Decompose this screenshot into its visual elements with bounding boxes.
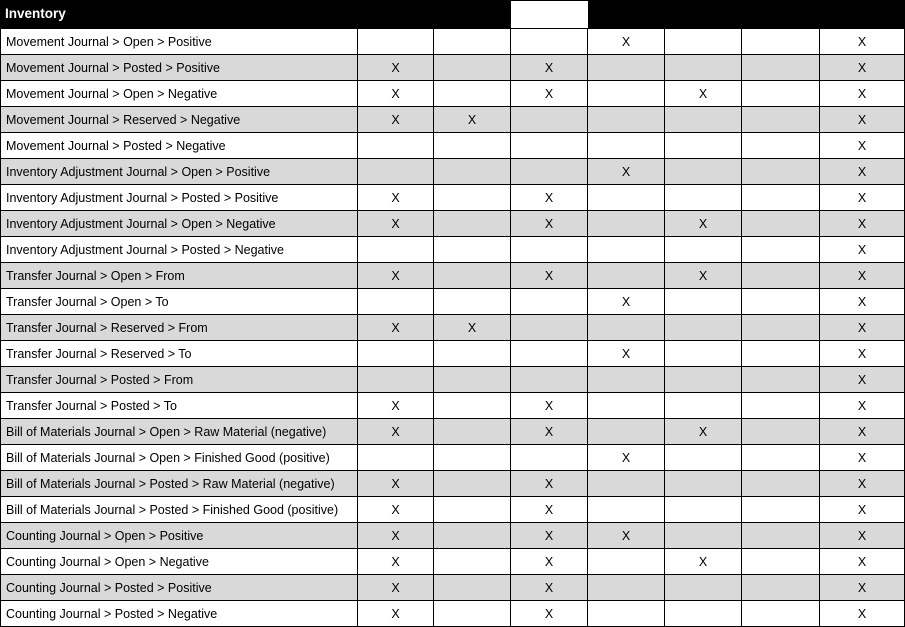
matrix-cell	[434, 159, 511, 185]
table-row	[1, 237, 905, 263]
matrix-cell	[742, 289, 820, 315]
page-title: Inventory	[1, 1, 358, 29]
matrix-cell	[665, 445, 742, 471]
matrix-cell	[742, 185, 820, 211]
matrix-cell: X	[665, 81, 742, 107]
matrix-cell: X	[511, 549, 588, 575]
matrix-cell	[434, 289, 511, 315]
matrix-cell	[665, 341, 742, 367]
matrix-cell	[511, 237, 588, 263]
row-label: Movement Journal > Open > Positive	[1, 29, 358, 55]
matrix-cell: X	[820, 315, 905, 341]
matrix-cell: X	[588, 29, 665, 55]
matrix-cell	[665, 315, 742, 341]
table-row	[1, 445, 905, 471]
table-row	[1, 29, 905, 55]
matrix-cell	[434, 445, 511, 471]
matrix-cell	[511, 29, 588, 55]
row-label: Movement Journal > Posted > Negative	[1, 133, 358, 159]
matrix-cell: X	[820, 367, 905, 393]
matrix-cell	[434, 211, 511, 237]
table-row	[1, 341, 905, 367]
matrix-cell: X	[358, 497, 434, 523]
table-row	[1, 497, 905, 523]
matrix-cell	[358, 29, 434, 55]
matrix-cell	[358, 289, 434, 315]
matrix-cell	[434, 133, 511, 159]
matrix-cell	[665, 133, 742, 159]
matrix-cell: X	[820, 601, 905, 627]
matrix-cell: X	[434, 107, 511, 133]
matrix-cell	[742, 367, 820, 393]
matrix-cell	[434, 393, 511, 419]
matrix-cell: X	[511, 211, 588, 237]
matrix-cell: X	[820, 341, 905, 367]
row-label: Movement Journal > Reserved > Negative	[1, 107, 358, 133]
matrix-cell: X	[820, 237, 905, 263]
matrix-cell: X	[820, 549, 905, 575]
row-label: Counting Journal > Open > Positive	[1, 523, 358, 549]
matrix-cell: X	[588, 341, 665, 367]
matrix-cell	[511, 133, 588, 159]
matrix-cell: X	[820, 497, 905, 523]
matrix-cell	[742, 107, 820, 133]
matrix-cell: X	[511, 393, 588, 419]
matrix-cell	[588, 393, 665, 419]
matrix-cell	[434, 185, 511, 211]
matrix-cell	[742, 549, 820, 575]
matrix-cell	[742, 159, 820, 185]
matrix-cell	[358, 367, 434, 393]
matrix-cell: X	[665, 549, 742, 575]
matrix-cell	[588, 107, 665, 133]
matrix-cell: X	[511, 575, 588, 601]
matrix-cell: X	[820, 55, 905, 81]
matrix-cell	[511, 315, 588, 341]
title-spacer-6	[820, 1, 905, 29]
table-row	[1, 289, 905, 315]
matrix-cell: X	[511, 523, 588, 549]
table-row	[1, 133, 905, 159]
table-row	[1, 263, 905, 289]
table-row	[1, 419, 905, 445]
matrix-cell	[588, 601, 665, 627]
matrix-cell	[665, 55, 742, 81]
title-spacer-4	[665, 1, 742, 29]
matrix-cell	[588, 263, 665, 289]
matrix-cell	[434, 29, 511, 55]
matrix-cell: X	[820, 523, 905, 549]
matrix-cell: X	[588, 289, 665, 315]
row-label: Counting Journal > Open > Negative	[1, 549, 358, 575]
matrix-cell: X	[820, 471, 905, 497]
matrix-cell: X	[588, 445, 665, 471]
matrix-cell	[511, 367, 588, 393]
table-row	[1, 315, 905, 341]
matrix-cell: X	[588, 523, 665, 549]
matrix-cell	[358, 237, 434, 263]
row-label: Movement Journal > Open > Negative	[1, 81, 358, 107]
matrix-cell: X	[820, 393, 905, 419]
matrix-cell	[511, 289, 588, 315]
table-row	[1, 107, 905, 133]
matrix-cell: X	[358, 315, 434, 341]
matrix-cell: X	[358, 185, 434, 211]
matrix-cell	[665, 601, 742, 627]
matrix-cell	[511, 159, 588, 185]
row-label: Inventory Adjustment Journal > Open > Positive	[1, 159, 358, 185]
matrix-cell: X	[511, 55, 588, 81]
matrix-cell: X	[358, 211, 434, 237]
table-row	[1, 523, 905, 549]
matrix-cell	[742, 263, 820, 289]
table-row	[1, 367, 905, 393]
table-row	[1, 159, 905, 185]
matrix-cell	[588, 549, 665, 575]
matrix-cell	[434, 263, 511, 289]
title-spacer-3	[588, 1, 665, 29]
matrix-cell	[511, 107, 588, 133]
matrix-cell: X	[820, 263, 905, 289]
matrix-cell	[358, 341, 434, 367]
row-label: Counting Journal > Posted > Negative	[1, 601, 358, 627]
matrix-cell: X	[358, 471, 434, 497]
matrix-cell: X	[511, 185, 588, 211]
table-row	[1, 81, 905, 107]
matrix-cell: X	[358, 575, 434, 601]
row-label: Inventory Adjustment Journal > Posted > Negative	[1, 237, 358, 263]
matrix-cell: X	[820, 29, 905, 55]
matrix-cell: X	[511, 497, 588, 523]
matrix-cell	[742, 445, 820, 471]
matrix-cell: X	[358, 419, 434, 445]
matrix-cell	[665, 159, 742, 185]
matrix-cell: X	[358, 549, 434, 575]
matrix-cell	[665, 29, 742, 55]
row-label: Movement Journal > Posted > Positive	[1, 55, 358, 81]
matrix-cell	[665, 367, 742, 393]
matrix-cell	[742, 29, 820, 55]
title-spacer-1	[358, 1, 434, 29]
matrix-cell: X	[511, 419, 588, 445]
matrix-cell	[434, 81, 511, 107]
matrix-cell	[434, 237, 511, 263]
title-spacer-2	[434, 1, 511, 29]
matrix-cell	[742, 523, 820, 549]
matrix-cell	[358, 445, 434, 471]
matrix-cell: X	[358, 523, 434, 549]
row-label: Inventory Adjustment Journal > Posted > Positive	[1, 185, 358, 211]
matrix-cell: X	[820, 211, 905, 237]
matrix-cell: X	[358, 55, 434, 81]
matrix-cell	[434, 549, 511, 575]
matrix-cell	[665, 471, 742, 497]
table-row	[1, 471, 905, 497]
row-label: Transfer Journal > Posted > From	[1, 367, 358, 393]
matrix-cell: X	[665, 263, 742, 289]
row-label: Inventory Adjustment Journal > Open > Negative	[1, 211, 358, 237]
matrix-cell	[665, 497, 742, 523]
table-row	[1, 393, 905, 419]
row-label: Transfer Journal > Posted > To	[1, 393, 358, 419]
matrix-cell	[742, 315, 820, 341]
matrix-cell: X	[511, 263, 588, 289]
matrix-cell	[434, 471, 511, 497]
table-row	[1, 211, 905, 237]
matrix-cell: X	[820, 159, 905, 185]
matrix-cell	[588, 81, 665, 107]
matrix-cell: X	[820, 445, 905, 471]
matrix-cell	[588, 185, 665, 211]
matrix-cell	[665, 107, 742, 133]
matrix-cell: X	[511, 81, 588, 107]
row-label: Bill of Materials Journal > Posted > Raw Material (negative)	[1, 471, 358, 497]
matrix-cell	[742, 55, 820, 81]
matrix-cell: X	[820, 81, 905, 107]
row-label: Transfer Journal > Reserved > From	[1, 315, 358, 341]
matrix-cell	[742, 419, 820, 445]
table-row	[1, 549, 905, 575]
matrix-cell	[742, 237, 820, 263]
matrix-cell: X	[434, 315, 511, 341]
matrix-cell	[511, 341, 588, 367]
matrix-cell	[358, 159, 434, 185]
matrix-cell	[665, 185, 742, 211]
matrix-cell	[434, 341, 511, 367]
matrix-cell: X	[665, 211, 742, 237]
matrix-cell	[742, 393, 820, 419]
row-label: Transfer Journal > Open > From	[1, 263, 358, 289]
matrix-cell	[665, 237, 742, 263]
matrix-cell	[742, 133, 820, 159]
matrix-cell	[742, 471, 820, 497]
matrix-cell	[588, 211, 665, 237]
table-row	[1, 601, 905, 627]
matrix-cell	[665, 289, 742, 315]
matrix-cell: X	[820, 575, 905, 601]
matrix-cell	[742, 81, 820, 107]
matrix-cell	[434, 523, 511, 549]
matrix-cell: X	[358, 263, 434, 289]
matrix-cell: X	[665, 419, 742, 445]
matrix-cell	[742, 341, 820, 367]
matrix-cell	[588, 471, 665, 497]
matrix-cell	[588, 237, 665, 263]
row-label: Transfer Journal > Reserved > To	[1, 341, 358, 367]
matrix-cell	[358, 133, 434, 159]
matrix-cell	[742, 601, 820, 627]
matrix-cell: X	[358, 81, 434, 107]
matrix-cell: X	[820, 185, 905, 211]
matrix-cell	[588, 419, 665, 445]
row-label: Bill of Materials Journal > Open > Finished Good (positive)	[1, 445, 358, 471]
table-row	[1, 185, 905, 211]
matrix-cell: X	[820, 133, 905, 159]
matrix-cell	[665, 523, 742, 549]
row-label: Transfer Journal > Open > To	[1, 289, 358, 315]
matrix-cell: X	[820, 289, 905, 315]
matrix-cell	[434, 419, 511, 445]
matrix-cell	[742, 497, 820, 523]
matrix-cell	[588, 315, 665, 341]
matrix-cell	[588, 497, 665, 523]
matrix-cell: X	[511, 471, 588, 497]
matrix-cell: X	[358, 601, 434, 627]
matrix-cell	[511, 445, 588, 471]
matrix-cell	[434, 55, 511, 81]
matrix-cell	[434, 497, 511, 523]
table-title-row	[1, 1, 905, 29]
title-spacer-gap	[511, 1, 588, 29]
matrix-cell	[588, 133, 665, 159]
matrix-cell: X	[588, 159, 665, 185]
matrix-cell: X	[358, 107, 434, 133]
row-label: Bill of Materials Journal > Open > Raw Material (negative)	[1, 419, 358, 445]
title-spacer-5	[742, 1, 820, 29]
matrix-cell	[434, 601, 511, 627]
matrix-cell	[742, 211, 820, 237]
matrix-cell	[588, 55, 665, 81]
table-row	[1, 55, 905, 81]
matrix-cell: X	[820, 107, 905, 133]
matrix-cell	[665, 393, 742, 419]
matrix-cell	[434, 367, 511, 393]
row-label: Counting Journal > Posted > Positive	[1, 575, 358, 601]
matrix-cell: X	[511, 601, 588, 627]
matrix-cell	[588, 367, 665, 393]
matrix-cell: X	[820, 419, 905, 445]
matrix-cell: X	[358, 393, 434, 419]
row-label: Bill of Materials Journal > Posted > Finished Good (positive)	[1, 497, 358, 523]
